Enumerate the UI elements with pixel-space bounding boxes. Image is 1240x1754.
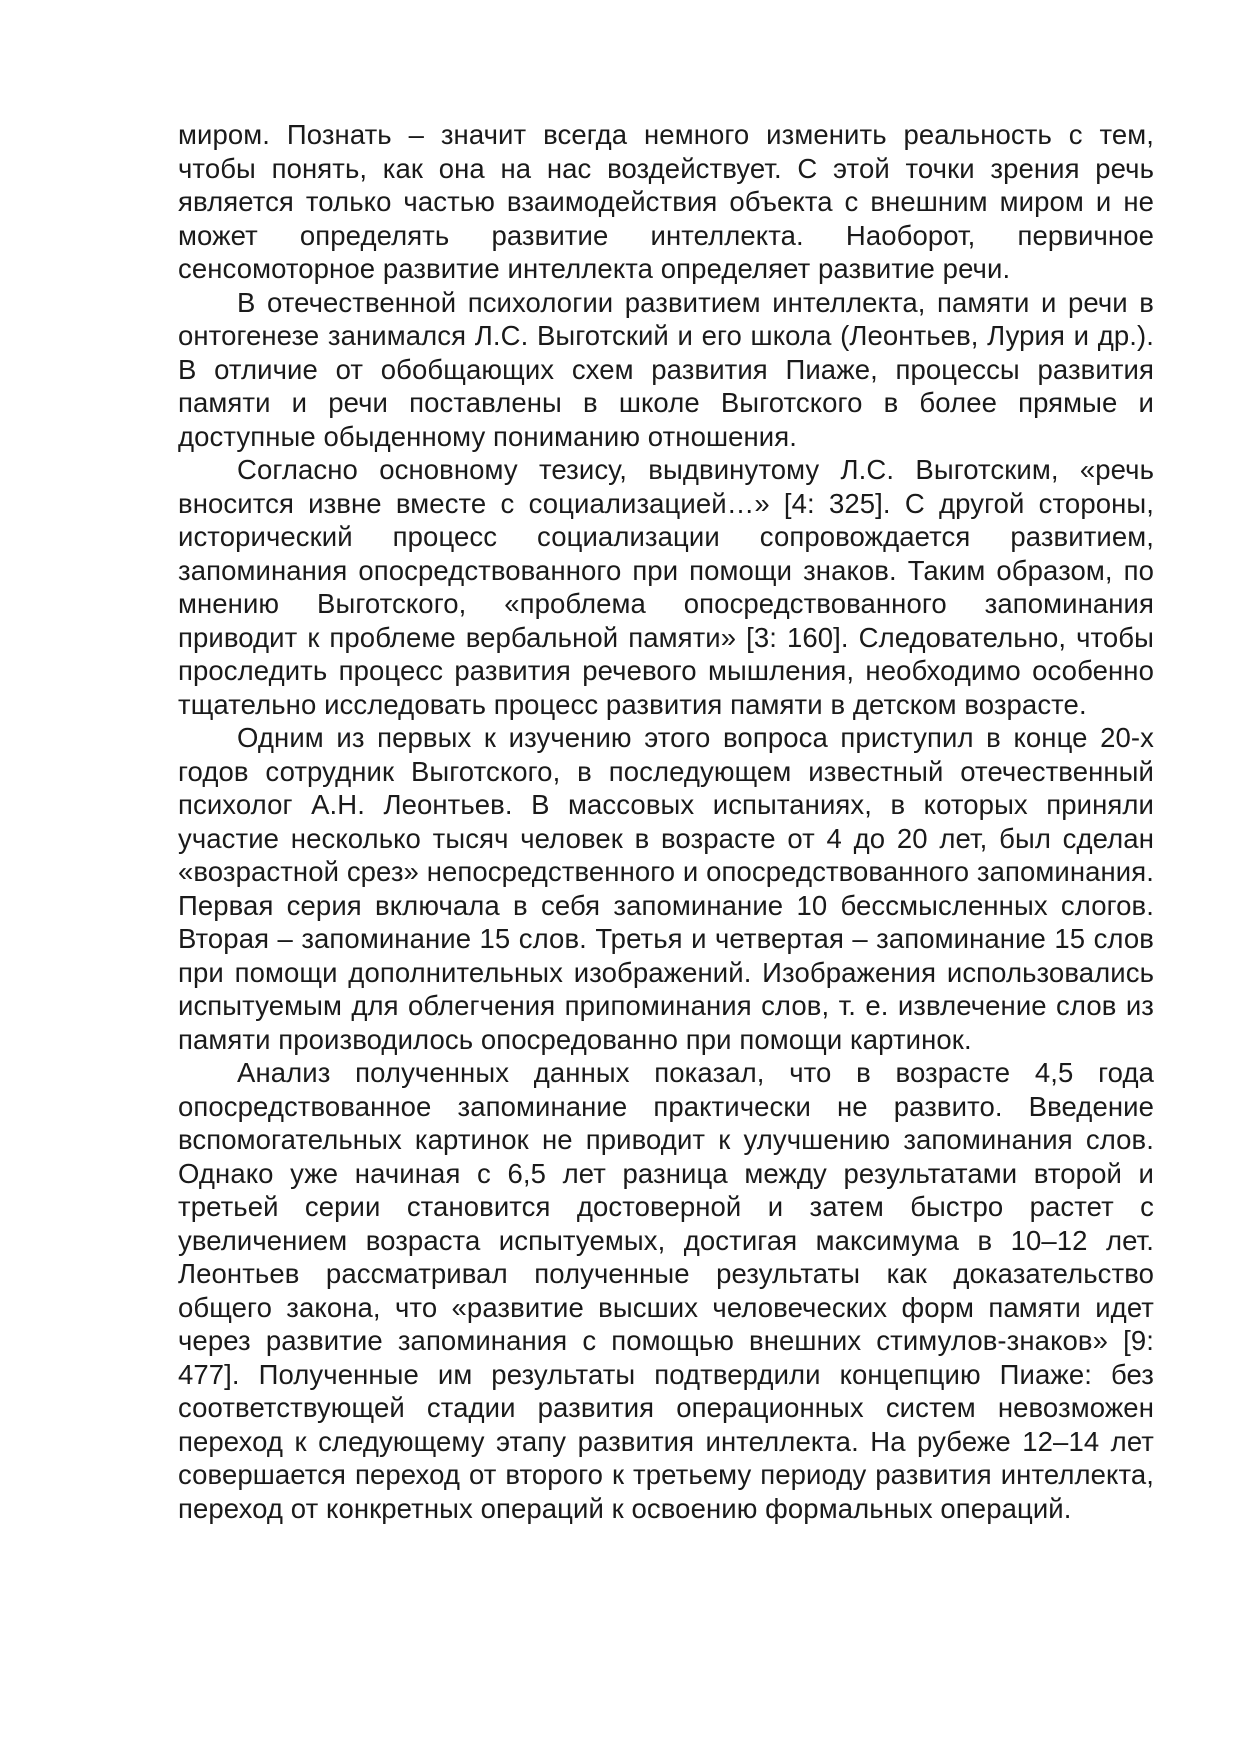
paragraph-continuation: миром. Познать – значит всегда немного изменить реальность с тем, чтобы понять, как она на нас воздействует. С этой точки зрения речь является только частью взаимодействия объекта с внешним миром и не может определять развитие интеллекта. Наоборот, первичное сенсомоторное развитие интеллекта определяет развитие речи. — [178, 119, 1154, 284]
paragraph: Согласно основному тезису, выдвинутому Л.С. Выготским, «речь вносится извне вместе с социализацией…» [4: 325]. С другой стороны, исторический процесс социализации сопровождается развитием, запоминания опосредствованного при помощи знаков. Таким образом, по мнению Выготского, «проблема опосредствованного запоминания приводит к проблеме вербальной памяти» [3: 160]. Следовательно, чтобы проследить процесс развития речевого мышления, необходимо особенно тщательно исследовать процесс развития памяти в детском возрасте. — [178, 454, 1154, 720]
paragraph: Анализ полученных данных показал, что в возрасте 4,5 года опосредствованное запоминание практически не развито. Введение вспомогательных картинок не приводит к улучшению запоминания слов. Однако уже начиная с 6,5 лет разница между результатами второй и третьей серии становится достоверной и затем быстро растет с увеличением возраста испытуемых, достигая максимума в 10–12 лет. Леонтьев рассматривал полученные результаты как доказательство общего закона, что «развитие высших человеческих форм памяти идет через развитие запоминания с помощью внешних стимулов-знаков» [9: 477]. Полученные им результаты подтвердили концепцию Пиаже: без соответствующей стадии развития операционных систем невозможен переход к следующему этапу развития интеллекта. На рубеже 12–14 лет совершается переход от второго к третьему периоду развития интеллекта, переход от конкретных операций к освоению формальных операций. — [178, 1057, 1154, 1524]
paragraph: В отечественной психологии развитием интеллекта, памяти и речи в онтогенезе занимался Л.С. Выготский и его школа (Леонтьев, Лурия и др.). В отличие от обобщающих схем развития Пиаже, процессы развития памяти и речи поставлены в школе Выготского в более прямые и доступные обыденному пониманию отношения. — [178, 286, 1154, 452]
body-text — [178, 118, 1154, 1525]
paragraph: Одним из первых к изучению этого вопроса приступил в конце 20-х годов сотрудник Выготского, в последующем известный отечественный психолог А.Н. Леонтьев. В массовых испытаниях, в которых приняли участие несколько тысяч человек в возрасте от 4 до 20 лет, был сделан «возрастной срез» непосредственного и опосредствованного запоминания. Первая серия включала в себя запоминание 10 бессмысленных слогов. Вторая – запоминание 15 слов. Третья и четвертая – запоминание 15 слов при помощи дополнительных изображений. Изображения использовались испытуемым для облегчения припоминания слов, т. е. извлечение слов из памяти производилось опосредованно при помощи картинок. — [178, 722, 1154, 1055]
